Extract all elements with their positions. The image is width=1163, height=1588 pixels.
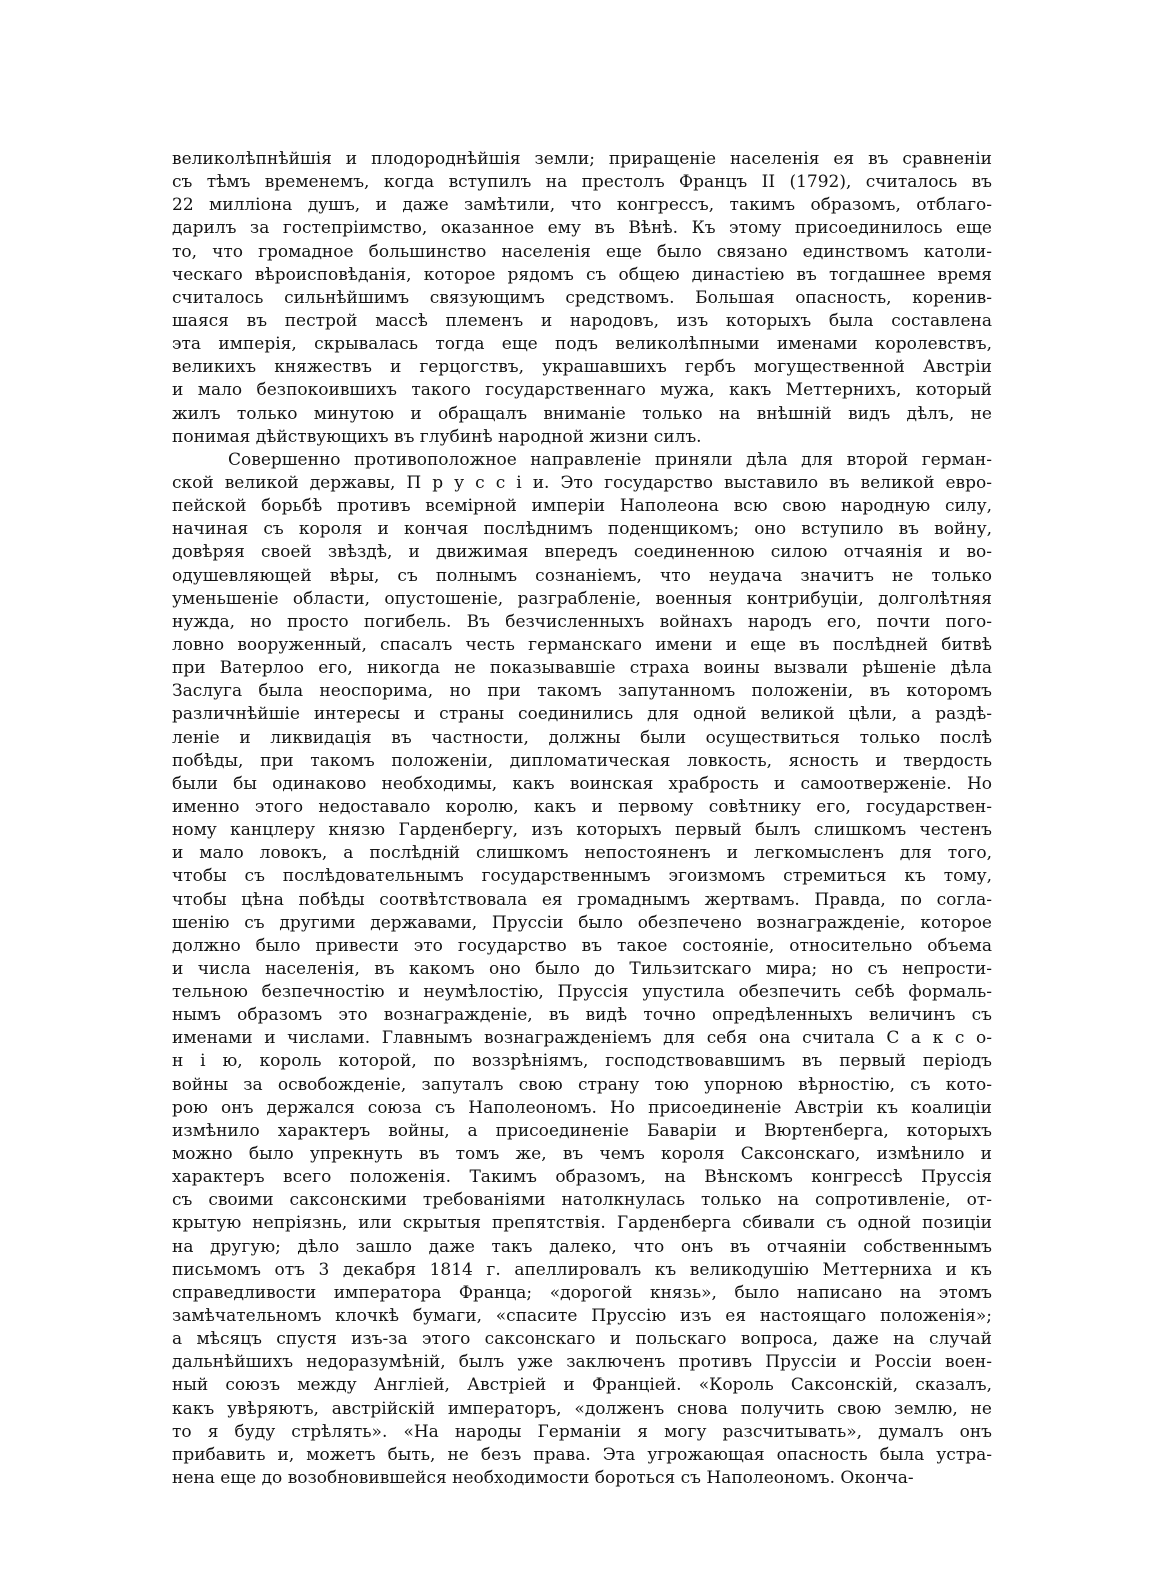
text-line: начиная съ короля и кончая послѣднимъ поденщикомъ; оно вступило въ войну, <box>172 519 992 540</box>
text-line: были бы одинаково необходимы, какъ воинская храбрость и самоотверженіе. Но <box>172 773 992 794</box>
text-line: измѣнило характеръ войны, а присоединеніе Баваріи и Вюртенберга, которыхъ <box>172 1120 992 1141</box>
text-line: прибавить и, можетъ быть, не безъ права. Эта угрожающая опасность была устра- <box>172 1444 992 1465</box>
text-line: можно было упрекнуть въ томъ же, въ чемъ короля Саксонскаго, измѣнило и <box>172 1144 992 1165</box>
text-line: съ тѣмъ временемъ, когда вступилъ на престолъ Францъ II (1792), считалось въ <box>172 172 992 193</box>
text-line: ному канцлеру князю Гарденбергу, изъ которыхъ первый былъ слишкомъ честенъ <box>172 820 992 841</box>
text-line: чтобы съ послѣдовательнымъ государственнымъ эгоизмомъ стремиться къ тому, <box>172 866 992 887</box>
text-line: великолѣпнѣйшія и плодороднѣйшія земли; приращеніе населенія ея въ сравненіи <box>172 149 992 169</box>
text-line: шаяся въ пестрой массѣ племенъ и народовъ, изъ которыхъ была составлена <box>172 310 992 331</box>
text-line: и числа населенія, въ какомъ оно было до Тильзитскаго мира; но съ непрости- <box>172 958 992 979</box>
text-line: нужда, но просто погибель. Въ безчисленныхъ войнахъ народъ его, почти пого- <box>172 611 992 632</box>
text-line: ской великой державы, П р у с с і и. Это государство выставило въ великой евро- <box>172 472 992 493</box>
text-line: рою онъ держался союза съ Наполеономъ. Но присоединеніе Австріи къ коалиціи <box>172 1097 992 1118</box>
text-line: дальнѣйшихъ недоразумѣній, былъ уже заключенъ противъ Пруссіи и Россіи воен- <box>172 1352 992 1373</box>
text-line: пейской борьбѣ противъ всемірной имперіи Наполеона всю свою народную силу, <box>172 496 992 517</box>
text-line: шенію съ другими державами, Пруссіи было обезпечено вознагражденіе, которое <box>172 912 992 933</box>
text-line: дарилъ за гостепріимство, оказанное ему въ Вѣнѣ. Къ этому присоединилось еще <box>172 218 992 239</box>
text-line: побѣды, при такомъ положеніи, дипломатическая ловкость, ясность и твердость <box>172 750 992 771</box>
text-line: довѣряя своей звѣздѣ, и движимая впередъ соединенною силою отчаянія и во- <box>172 542 992 563</box>
text-line: то, что громадное большинство населенія еще было связано единствомъ католи- <box>172 241 992 262</box>
text-line: великихъ княжествъ и герцогствъ, украшавшихъ гербъ могущественной Австріи <box>172 357 992 378</box>
text-line: ческаго вѣроисповѣданія, которое рядомъ съ общею династіею въ тогдашнее время <box>172 264 992 285</box>
text-line: нена еще до возобновившейся необходимости бороться съ Наполеономъ. Оконча- <box>172 1468 914 1489</box>
body-text <box>172 148 992 1490</box>
text-line: одушевляющей вѣры, съ полнымъ сознаніемъ, что неудача значитъ не только <box>172 565 992 586</box>
text-line: при Ватерлоо его, никогда не показывавшіе страха воины вызвали рѣшеніе дѣла <box>172 658 992 679</box>
text-line: нымъ образомъ это вознагражденіе, въ видѣ точно опредѣленныхъ величинъ съ <box>172 1005 992 1026</box>
text-line: съ своими саксонскими требованіями натолкнулась только на сопротивленіе, от- <box>172 1190 992 1211</box>
paragraph <box>172 148 992 449</box>
text-line: то я буду стрѣлять». «На народы Германіи я могу разсчитывать», думалъ онъ <box>172 1421 992 1442</box>
text-line: именно этого недоставало королю, какъ и первому совѣтнику его, государствен- <box>172 796 992 817</box>
text-line: считалось сильнѣйшимъ связующимъ средствомъ. Большая опасность, коренив- <box>172 287 992 308</box>
text-line: и мало безпокоившихъ такого государственнаго мужа, какъ Меттернихъ, который <box>172 380 992 401</box>
text-line: различнѣйшіе интересы и страны соединились для одной великой цѣли, а раздѣ- <box>172 704 992 725</box>
text-line: жилъ только минутою и обращалъ вниманіе только на внѣшній видъ дѣлъ, не <box>172 403 992 424</box>
text-line: должно было привести это государство въ такое состояніе, относительно объема <box>172 935 992 956</box>
text-line: уменьшеніе области, опустошеніе, разграбленіе, военныя контрибуціи, долголѣтняя <box>172 588 992 609</box>
text-line: войны за освобожденіе, запуталъ свою страну тою упорною вѣрностію, съ кото- <box>172 1074 992 1095</box>
text-line: 22 милліона душъ, и даже замѣтили, что конгрессъ, такимъ образомъ, отблаго- <box>172 195 992 216</box>
text-line: замѣчательномъ клочкѣ бумаги, «спасите Пруссію изъ ея настоящаго положенія»; <box>172 1306 992 1327</box>
text-line: понимая дѣйствующихъ въ глубинѣ народной жизни силъ. <box>172 426 702 447</box>
text-line: на другую; дѣло зашло даже такъ далеко, что онъ въ отчаяніи собственнымъ <box>172 1236 992 1257</box>
text-line: какъ увѣряютъ, австрійскій императоръ, «долженъ снова получить свою землю, не <box>172 1398 992 1419</box>
text-line: Заслуга была неоспорима, но при такомъ запутанномъ положеніи, въ которомъ <box>172 681 992 702</box>
text-line: н і ю, король которой, по воззрѣніямъ, господствовавшимъ въ первый періодъ <box>172 1051 992 1072</box>
text-line: именами и числами. Главнымъ вознагражденіемъ для себя она считала С а к с о- <box>172 1028 992 1049</box>
text-line: Совершенно противоположное направленіе приняли дѣла для второй герман- <box>228 449 992 470</box>
text-line: крытую непріязнь, или скрытыя препятствія. Гарденберга сбивали съ одной позиціи <box>172 1213 992 1234</box>
text-line: леніе и ликвидація въ частности, должны были осуществиться только послѣ <box>172 727 992 748</box>
text-line: а мѣсяцъ спустя изъ-за этого саксонскаго и польскаго вопроса, даже на случай <box>172 1329 992 1350</box>
text-line: тельною безпечностію и неумѣлостію, Пруссія упустила обезпечить себѣ формаль- <box>172 982 992 1003</box>
text-line: эта имперія, скрывалась тогда еще подъ великолѣпными именами королевствъ, <box>172 334 992 355</box>
paragraph <box>172 449 992 1490</box>
text-line: и мало ловокъ, а послѣдній слишкомъ непостояненъ и легкомысленъ для того, <box>172 843 992 864</box>
text-line: ловно вооруженный, спасалъ честь германскаго имени и еще въ послѣдней битвѣ <box>172 634 992 655</box>
text-line: характеръ всего положенія. Такимъ образомъ, на Вѣнскомъ конгрессѣ Пруссія <box>172 1167 992 1188</box>
text-line: чтобы цѣна побѣды соотвѣтствовала ея громаднымъ жертвамъ. Правда, по согла- <box>172 889 992 910</box>
text-line: ный союзъ между Англіей, Австріей и Франціей. «Король Саксонскій, сказалъ, <box>172 1375 992 1396</box>
text-line: письмомъ отъ 3 декабря 1814 г. апеллировалъ къ великодушію Меттерниха и къ <box>172 1259 992 1280</box>
text-line: справедливости императора Франца; «дорогой князь», было написано на этомъ <box>172 1282 992 1303</box>
